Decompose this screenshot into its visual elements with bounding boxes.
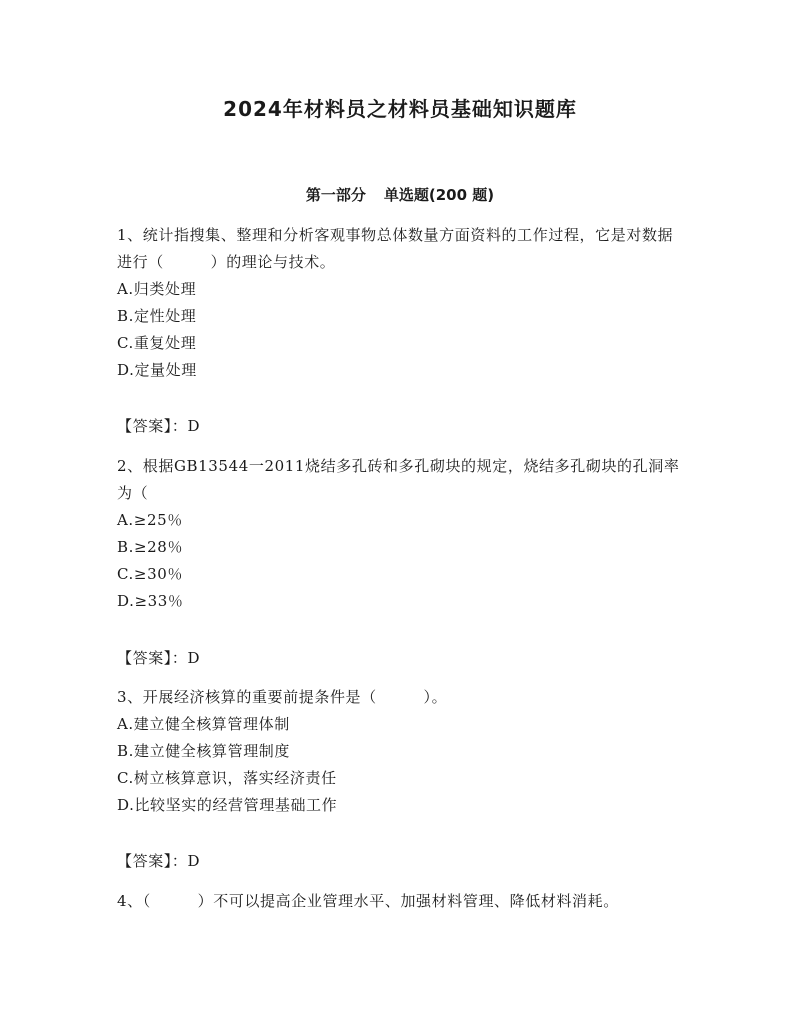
answer-value: D <box>187 852 201 870</box>
answer-label: 【答案】： <box>117 649 188 667</box>
answer-3 <box>117 849 200 873</box>
option-d: D.定量处理 <box>117 361 197 379</box>
option-b: B.≥28％ <box>117 538 184 556</box>
option-a: A.建立健全核算管理体制 <box>117 715 290 733</box>
option-c: C.≥30％ <box>117 565 183 583</box>
question-stem: 4、（ ）不可以提高企业管理水平、加强材料管理、降低材料消耗。 <box>117 892 619 910</box>
option-c: C.重复处理 <box>117 334 197 352</box>
answer-label: 【答案】： <box>117 852 188 870</box>
question-2 <box>117 453 683 615</box>
question-stem: 2、根据GB13544一2011烧结多孔砖和多孔砌块的规定，烧结多孔砌块的孔洞率为（ <box>117 457 680 502</box>
answer-1 <box>117 414 200 438</box>
answer-label: 【答案】： <box>117 417 188 435</box>
option-b: B.建立健全核算管理制度 <box>117 742 290 760</box>
option-a: A.归类处理 <box>117 280 197 298</box>
option-b: B.定性处理 <box>117 307 197 325</box>
question-1 <box>117 222 683 384</box>
option-c: C.树立核算意识，落实经济责任 <box>117 769 337 787</box>
section-part-label: 第一部分 <box>305 186 366 204</box>
answer-value: D <box>187 417 201 435</box>
question-stem: 3、开展经济核算的重要前提条件是（ ）。 <box>117 688 448 706</box>
option-a: A.≥25％ <box>117 511 183 529</box>
section-type-label: 单选题(200 题) <box>383 186 495 204</box>
answer-2 <box>117 646 200 670</box>
answer-value: D <box>187 649 201 667</box>
option-d: D.≥33％ <box>117 592 184 610</box>
option-d: D.比较坚实的经营管理基础工作 <box>117 796 338 814</box>
question-4 <box>117 888 683 915</box>
question-3 <box>117 684 683 819</box>
document-title: 2024年材料员之材料员基础知识题库 <box>223 97 577 121</box>
section-title <box>0 183 800 207</box>
question-stem: 1、统计指搜集、整理和分析客观事物总体数量方面资料的工作过程，它是对数据进行（ ）的理论与技术。 <box>117 226 674 271</box>
